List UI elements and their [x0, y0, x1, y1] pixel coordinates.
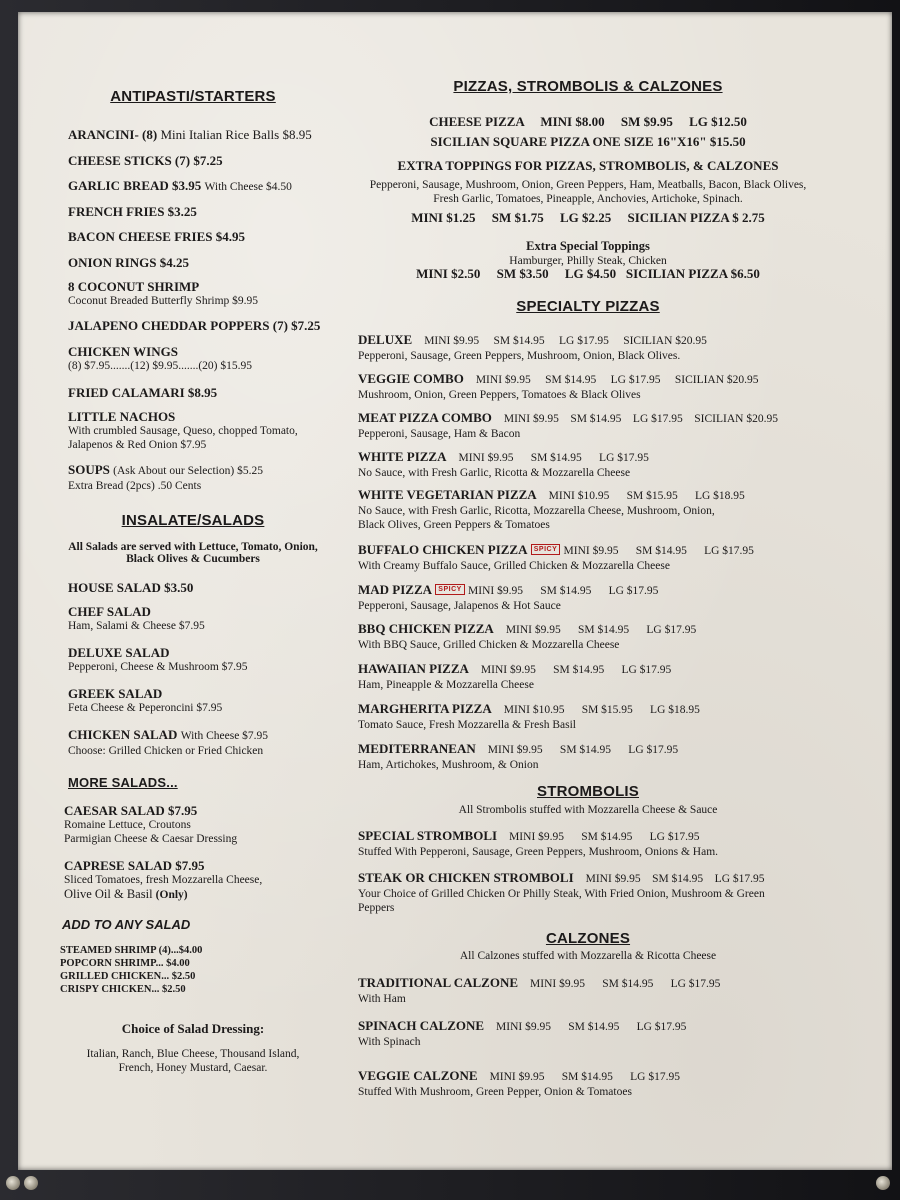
menu-item-chicken-salad: CHICKEN SALAD With Cheese $7.95 Choose: Grilled Chicken or Fried Chicken: [68, 727, 269, 757]
menu-item-chef-salad: CHEF SALAD Ham, Salami & Cheese $7.95: [68, 604, 205, 632]
binder-rivet: [24, 1176, 38, 1190]
special-toppings-list: Hamburger, Philly Steak, Chicken: [509, 255, 667, 267]
menu-item-french-fries: FRENCH FRIES $3.25: [68, 204, 197, 219]
menu-item-bacon-cheese-fries: BACON CHEESE FRIES $4.95: [68, 229, 245, 244]
binder-rivet: [876, 1176, 890, 1190]
menu-item-deluxe-salad: DELUXE SALAD Pepperoni, Cheese & Mushroom $7.95: [68, 645, 248, 673]
menu-item-cheese-sticks: CHEESE STICKS (7) $7.25: [68, 153, 223, 168]
menu-item-buffalo-chicken: BUFFALO CHICKEN PIZZA SPICY MINI $9.95 SM $14.95 LG $17.95 With Creamy Buffalo Sauce, Grilled Chicken & Mozzarella Cheese: [358, 542, 754, 572]
special-toppings-heading: Extra Special Toppings: [526, 239, 650, 253]
menu-item-bbq-chicken: BBQ CHICKEN PIZZA MINI $9.95 SM $14.95 LG $17.95 With BBQ Sauce, Grilled Chicken & Mozzarella Cheese: [358, 621, 697, 651]
spicy-badge: SPICY: [435, 584, 465, 595]
menu-item-special-stromboli: SPECIAL STROMBOLI MINI $9.95 SM $14.95 LG $17.95 Stuffed With Pepperoni, Sausage, Green Peppers, Mushroom, Onions & Ham.: [358, 828, 719, 858]
menu-item-white-pizza: WHITE PIZZA MINI $9.95 SM $14.95 LG $17.95 No Sauce, with Fresh Garlic, Ricotta & Mozzarella Cheese: [358, 449, 649, 479]
menu-item-meat-combo: MEAT PIZZA COMBO MINI $9.95 SM $14.95 LG $17.95 SICILIAN $20.95 Pepperoni, Sausage, Ham & Bacon: [358, 410, 778, 440]
menu-item-arancini: ARANCINI- (8) Mini Italian Rice Balls $8.95: [68, 127, 312, 142]
salads-note: All Salads are served with Lettuce, Tomato, Onion, Black Olives & Cucumbers: [68, 541, 318, 565]
sicilian-pizza-line: SICILIAN SQUARE PIZZA ONE SIZE 16"X16" $15.50: [430, 134, 746, 149]
more-salads-heading: MORE SALADS...: [68, 775, 178, 790]
dressing-heading: Choice of Salad Dressing:: [121, 1021, 265, 1036]
add-to-salad-heading: ADD TO ANY SALAD: [62, 917, 191, 932]
toppings-heading: EXTRA TOPPINGS FOR PIZZAS, STROMBOLIS, & CALZONES: [397, 158, 779, 173]
menu-item-white-vegetarian: WHITE VEGETARIAN PIZZA MINI $10.95 SM $15.95 LG $18.95 No Sauce, with Fresh Garlic, Ricotta, Mozzarella Cheese, Mushroom, Onion, Black Olives, Green Peppers & Tomatoes: [358, 487, 745, 531]
strombolis-heading: STROMBOLIS: [537, 783, 639, 800]
menu-item-veggie-calzone: VEGGIE CALZONE MINI $9.95 SM $14.95 LG $17.95 Stuffed With Mushroom, Green Pepper, Onion & Tomatoes: [358, 1068, 680, 1098]
salads-heading: INSALATE/SALADS: [121, 512, 265, 529]
menu-item-greek-salad: GREEK SALAD Feta Cheese & Peperoncini $7.95: [68, 686, 223, 714]
menu-item-mediterranean: MEDITERRANEAN MINI $9.95 SM $14.95 LG $17.95 Ham, Artichokes, Mushroom, & Onion: [358, 741, 679, 771]
toppings-prices: MINI $1.25 SM $1.75 LG $2.25 SICILIAN PIZZA $ 2.75: [411, 210, 765, 225]
menu-item-traditional-calzone: TRADITIONAL CALZONE MINI $9.95 SM $14.95 LG $17.95 With Ham: [358, 975, 721, 1005]
menu-item-caprese-salad: CAPRESE SALAD $7.95 Sliced Tomatoes, fresh Mozzarella Cheese, Olive Oil & Basil (Only): [64, 858, 263, 901]
calzones-note: All Calzones stuffed with Mozzarella & Ricotta Cheese: [459, 950, 717, 962]
add-to-salad-list: STEAMED SHRIMP (4)...$4.00 POPCORN SHRIMP... $4.00 GRILLED CHICKEN... $2.50 CRISPY CHICKEN... $2.50: [60, 945, 203, 995]
menu-item-hawaiian: HAWAIIAN PIZZA MINI $9.95 SM $14.95 LG $17.95 Ham, Pineapple & Mozzarella Cheese: [358, 661, 672, 691]
pizzas-heading: PIZZAS, STROMBOLIS & CALZONES: [453, 78, 723, 95]
menu-item-little-nachos: LITTLE NACHOS With crumbled Sausage, Queso, chopped Tomato, Jalapenos & Red Onion $7.95: [68, 409, 298, 451]
menu-item-onion-rings: ONION RINGS $4.25: [68, 255, 189, 270]
calzones-heading: CALZONES: [545, 930, 631, 947]
menu-page: [18, 12, 892, 1170]
specialty-pizzas-heading: SPECIALTY PIZZAS: [516, 298, 660, 315]
antipasti-heading: ANTIPASTI/STARTERS: [110, 88, 276, 105]
menu-item-steak-chicken-stromboli: STEAK OR CHICKEN STROMBOLI MINI $9.95 SM $14.95 LG $17.95 Your Choice of Grilled Chicken Or Philly Steak, With Fried Onion, Mushroom & Green Peppers: [358, 870, 765, 914]
menu-item-caesar-salad: CAESAR SALAD $7.95 Romaine Lettuce, Croutons Parmigian Cheese & Caesar Dressing: [64, 803, 238, 845]
menu-item-soups: SOUPS (Ask About our Selection) $5.25 Extra Bread (2pcs) .50 Cents: [68, 462, 263, 492]
menu-item-deluxe-pizza: DELUXE MINI $9.95 SM $14.95 LG $17.95 SICILIAN $20.95 Pepperoni, Sausage, Green Peppers, Mushroom, Onion, Black Olives.: [358, 332, 707, 362]
menu-item-veggie-combo: VEGGIE COMBO MINI $9.95 SM $14.95 LG $17.95 SICILIAN $20.95 Mushroom, Onion, Green Peppers, Tomatoes & Black Olives: [358, 371, 759, 401]
menu-item-margherita: MARGHERITA PIZZA MINI $10.95 SM $15.95 LG $18.95 Tomato Sauce, Fresh Mozzarella & Fresh Basil: [358, 701, 700, 731]
menu-item-garlic-bread: GARLIC BREAD $3.95 With Cheese $4.50: [68, 178, 292, 193]
special-toppings-prices: MINI $2.50 SM $3.50 LG $4.50 SICILIAN PIZZA $6.50: [416, 266, 760, 281]
menu-item-coconut-shrimp: 8 COCONUT SHRIMP Coconut Breaded Butterfly Shrimp $9.95: [68, 279, 259, 307]
dressing-list: Italian, Ranch, Blue Cheese, Thousand Island, French, Honey Mustard, Caesar.: [86, 1048, 300, 1074]
menu-item-mad-pizza: MAD PIZZA SPICY MINI $9.95 SM $14.95 LG $17.95 Pepperoni, Sausage, Jalapenos & Hot Sauce: [358, 582, 659, 612]
menu-item-chicken-wings: CHICKEN WINGS (8) $7.95.......(12) $9.95.......(20) $15.95: [68, 344, 252, 372]
spicy-badge: SPICY: [531, 544, 561, 555]
cheese-pizza-line: CHEESE PIZZA MINI $8.00 SM $9.95 LG $12.50: [429, 114, 747, 129]
strombolis-note: All Strombolis stuffed with Mozzarella Cheese & Sauce: [458, 804, 718, 816]
toppings-list: Pepperoni, Sausage, Mushroom, Onion, Green Peppers, Ham, Meatballs, Bacon, Black Olives, Fresh Garlic, Tomatoes, Pineapple, Anchovies, Artichoke, Spinach.: [369, 179, 807, 205]
menu-item-house-salad: HOUSE SALAD $3.50: [68, 580, 194, 595]
menu-item-spinach-calzone: SPINACH CALZONE MINI $9.95 SM $14.95 LG $17.95 With Spinach: [358, 1018, 687, 1048]
binder-rivet: [6, 1176, 20, 1190]
menu-item-fried-calamari: FRIED CALAMARI $8.95: [68, 385, 218, 400]
menu-item-jalapeno-poppers: JALAPENO CHEDDAR POPPERS (7) $7.25: [68, 318, 321, 333]
